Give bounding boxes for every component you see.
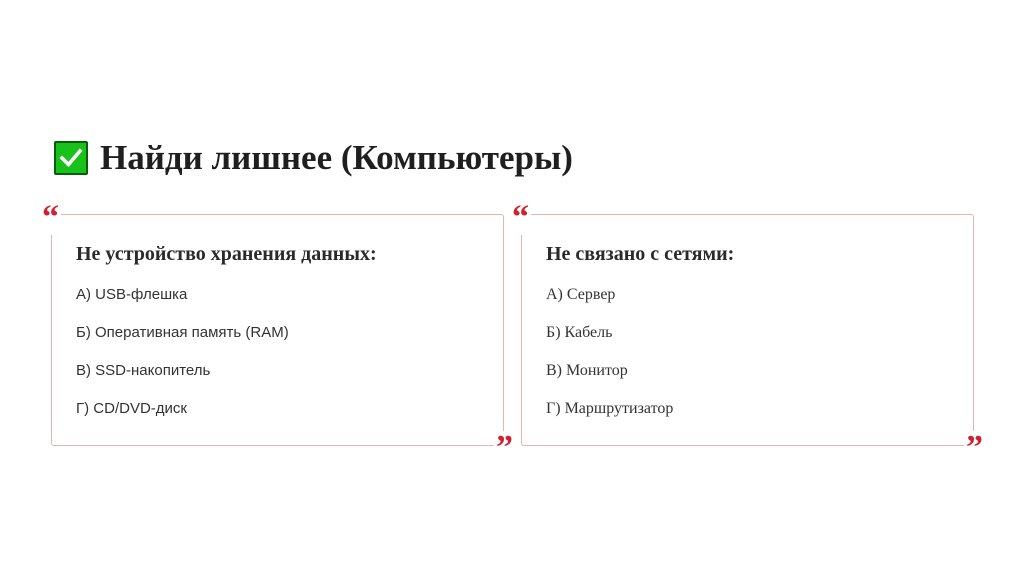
close-quote-icon: ” — [496, 429, 513, 466]
open-quote-icon: “ — [512, 199, 529, 236]
title-text: Найди лишнее (Компьютеры) — [100, 138, 573, 177]
option-a[interactable]: А) Сервер — [546, 286, 616, 303]
option-list — [546, 285, 673, 437]
check-mark-icon — [54, 141, 88, 175]
question-text: Не связано с сетями: — [546, 243, 735, 265]
page-title — [54, 136, 573, 180]
question-text: Не устройство хранения данных: — [76, 243, 377, 265]
question-card-storage — [42, 199, 513, 466]
option-d[interactable]: Г) Маршрутизатор — [546, 400, 674, 417]
close-quote-icon: ” — [966, 429, 983, 466]
option-list — [76, 285, 289, 437]
option-c[interactable]: В) SSD-накопитель — [76, 362, 211, 379]
option-a[interactable]: А) USB-флешка — [76, 286, 188, 303]
option-d[interactable]: Г) CD/DVD-диск — [76, 400, 187, 417]
question-card-networks — [512, 199, 983, 466]
open-quote-icon: “ — [42, 199, 59, 236]
option-b[interactable]: Б) Оперативная память (RAM) — [76, 324, 289, 341]
option-c[interactable]: В) Монитор — [546, 362, 628, 379]
option-b[interactable]: Б) Кабель — [546, 324, 613, 341]
